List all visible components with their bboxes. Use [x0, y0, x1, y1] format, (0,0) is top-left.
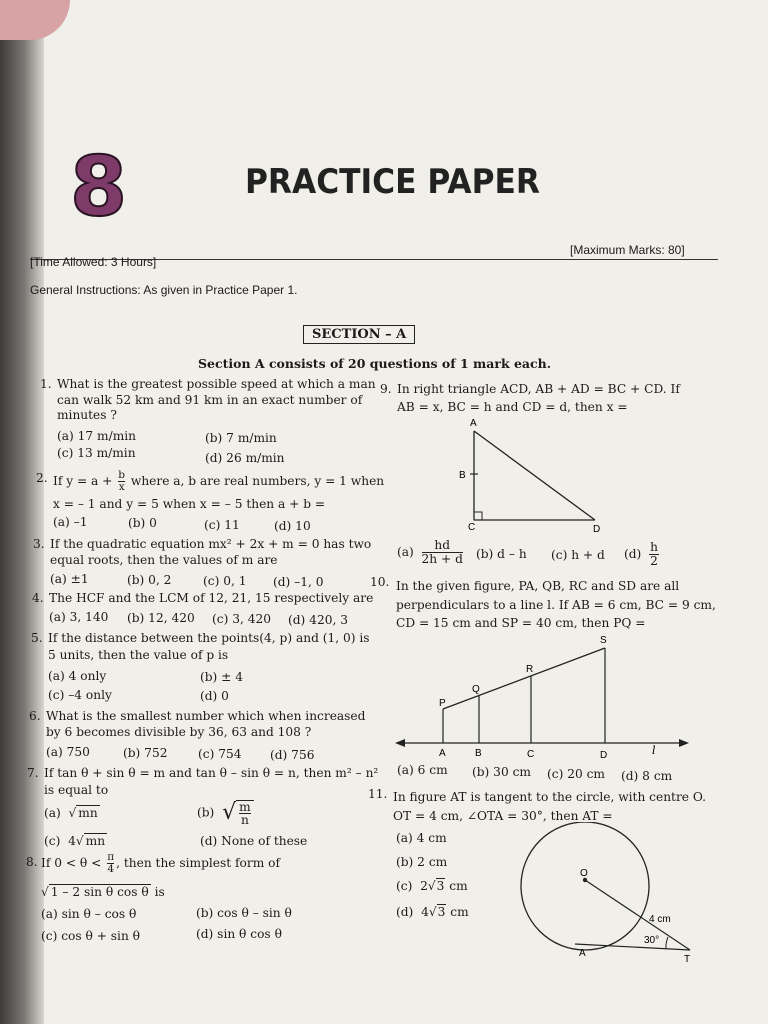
- q9-option-c: (c) h + d: [551, 548, 605, 562]
- q3-number: 3.: [33, 537, 45, 551]
- q5-text-line2: 5 units, then the value of p is: [48, 648, 229, 662]
- q4-text-line1: The HCF and the LCM of 12, 21, 15 respectively are: [49, 591, 374, 605]
- q11-option-c: (c) 2√3 cm: [396, 879, 468, 893]
- time-allowed: [Time Allowed: 3 Hours]: [30, 255, 157, 269]
- q7-option-c-radicand: mn: [85, 834, 106, 848]
- q3-option-d: (d) –1, 0: [273, 575, 324, 589]
- q2-text-line1: [53, 470, 384, 493]
- q11-option-c-unit: cm: [449, 879, 468, 893]
- q1-text-line2: can walk 52 km and 91 km in an exact number of: [57, 393, 363, 407]
- q7-option-a-radicand: mn: [78, 806, 98, 820]
- q9-label-d: D: [593, 524, 601, 535]
- q4-option-c: (c) 3, 420: [212, 612, 271, 626]
- q9-line-ad: [474, 431, 595, 520]
- q6-text-line2: by 6 becomes divisible by 36, 63 and 108 ?: [46, 725, 312, 739]
- q11-text-line1: In figure AT is tangent to the circle, with centre O.: [393, 790, 707, 804]
- q8-number: 8.: [26, 855, 38, 869]
- q10-arrow-right: [679, 739, 689, 747]
- q11-text-line2: OT = 4 cm, ∠OTA = 30°, then AT =: [393, 809, 613, 823]
- q6-option-d: (d) 756: [270, 748, 315, 762]
- q1-option-b: (b) 7 m/min: [205, 431, 277, 445]
- q7-option-c: (c) 4√ mn: [44, 834, 106, 848]
- q3-text-line1: If the quadratic equation mx² + 2x + m = 0 has two: [50, 537, 372, 551]
- q7-option-a-label: (a): [44, 806, 61, 820]
- q2-number: 2.: [36, 471, 48, 485]
- q10-label-q: Q: [472, 684, 480, 695]
- q5-number: 5.: [31, 631, 43, 645]
- q8-option-b: (b) cos θ – sin θ: [196, 906, 292, 920]
- max-marks: [Maximum Marks: 80]: [570, 243, 685, 257]
- q10-label-b: B: [475, 748, 482, 759]
- q11-label-t: T: [684, 954, 691, 965]
- q1-option-c: (c) 13 m/min: [57, 446, 136, 460]
- q9-option-d: [624, 541, 659, 568]
- q9-option-d-denominator: 2: [650, 554, 658, 568]
- general-instructions: General Instructions: As given in Practice Paper 1.: [30, 283, 298, 297]
- q5-text-line1: If the distance between the points(4, p) and (1, 0) is: [48, 631, 370, 645]
- q4-option-b: (b) 12, 420: [127, 611, 195, 625]
- q11-circle: [521, 822, 649, 950]
- q11-option-b: (b) 2 cm: [396, 855, 448, 869]
- q4-option-d: (d) 420, 3: [288, 613, 348, 627]
- q8-radicand: 1 – 2 sin θ cos θ: [50, 885, 149, 899]
- q2-option-d: (d) 10: [274, 519, 311, 533]
- q8-option-c: (c) cos θ + sin θ: [41, 929, 141, 943]
- q8-text-part2: , then the simplest form of: [116, 856, 280, 870]
- q11-line-ot: [585, 880, 690, 950]
- q11-number: 11.: [368, 787, 388, 801]
- q10-text-line1: In the given figure, PA, QB, RC and SD are all: [396, 579, 680, 593]
- section-subtitle: Section A consists of 20 questions of 1 mark each.: [198, 356, 552, 371]
- q11-length-label: 4 cm: [649, 914, 671, 925]
- q10-text-line3: CD = 15 cm and SP = 40 cm, then PQ =: [396, 616, 646, 630]
- q8-text-line1: [41, 852, 280, 875]
- q9-option-b: (b) d – h: [476, 547, 527, 561]
- q6-number: 6.: [29, 709, 41, 723]
- q9-label-b: B: [459, 470, 466, 481]
- q7-text-line1: If tan θ + sin θ = m and tan θ – sin θ = n, then m² – n²: [44, 766, 379, 780]
- q11-option-a: (a) 4 cm: [396, 831, 447, 845]
- q8-option-a: (a) sin θ – cos θ: [41, 907, 137, 921]
- q9-option-a-denominator: 2h + d: [421, 552, 463, 566]
- q10-option-c: (c) 20 cm: [547, 767, 605, 781]
- q11-label-a: A: [579, 948, 586, 959]
- q11-option-d-unit: cm: [450, 905, 469, 919]
- q9-label-a: A: [470, 418, 477, 429]
- q8-frac-denominator: 4: [107, 863, 115, 875]
- q8-option-d: (d) sin θ cos θ: [196, 927, 282, 941]
- q7-option-b-numerator: m: [239, 800, 251, 814]
- q5-option-b: (b) ± 4: [200, 670, 244, 684]
- q9-label-c: C: [468, 522, 476, 533]
- q11-option-c-radicand: 3: [436, 879, 445, 893]
- q9-number: 9.: [380, 382, 392, 396]
- finger-at-corner: [0, 0, 70, 40]
- q7-option-b-denominator: n: [240, 813, 249, 827]
- q9-option-a-label: (a): [397, 545, 414, 559]
- q8-text-part1: If 0 < θ <: [41, 856, 106, 870]
- q2-frac-denominator: x: [118, 481, 125, 493]
- page-title: PRACTICE PAPER: [245, 162, 541, 202]
- q11-option-d-radicand: 3: [437, 905, 446, 919]
- q1-option-d: (d) 26 m/min: [205, 451, 285, 465]
- q11-option-d-label: (d): [396, 905, 414, 919]
- q10-perpendiculars-figure: [395, 630, 695, 760]
- q3-option-a: (a) ±1: [50, 572, 89, 586]
- q10-arrow-left: [395, 739, 405, 747]
- q9-option-a-numerator: hd: [422, 539, 463, 553]
- q2-option-a: (a) –1: [53, 515, 88, 529]
- q10-label-s: S: [600, 635, 607, 646]
- q2-text-part1: If y = a +: [53, 474, 117, 488]
- q1-text-line1: What is the greatest possible speed at which a man: [57, 377, 376, 391]
- q8-frac-numerator: π: [107, 851, 115, 863]
- q2-text-line2: x = – 1 and y = 5 when x = – 5 then a + b =: [53, 497, 326, 511]
- q3-option-b: (b) 0, 2: [127, 573, 172, 587]
- chapter-number: 8: [70, 140, 126, 235]
- q11-option-c-coefficient: 2: [420, 879, 428, 893]
- q9-triangle-figure: [440, 415, 620, 540]
- q10-option-a: (a) 6 cm: [397, 763, 448, 777]
- q10-label-l: l: [652, 744, 656, 757]
- q10-line-ps: [443, 648, 605, 709]
- q11-circle-tangent-figure: [500, 822, 710, 967]
- q2-option-b: (b) 0: [128, 516, 157, 530]
- q10-label-c: C: [527, 749, 535, 760]
- q6-option-c: (c) 754: [198, 747, 242, 761]
- q4-option-a: (a) 3, 140: [49, 610, 109, 624]
- q9-option-d-label: (d): [624, 547, 642, 561]
- q10-option-d: (d) 8 cm: [621, 769, 673, 783]
- q5-option-a: (a) 4 only: [48, 669, 107, 683]
- q11-angle-label: 30°: [644, 935, 660, 946]
- q9-option-d-numerator: h: [650, 540, 658, 554]
- q10-label-d: D: [600, 750, 608, 760]
- q11-label-o: O: [580, 868, 588, 879]
- q9-text-line1: In right triangle ACD, AB + AD = BC + CD. If: [397, 382, 680, 396]
- q7-option-b: (b) √ $\frac{m}{n}$: [197, 800, 254, 826]
- q11-option-d: (d) 4√3 cm: [396, 905, 469, 919]
- q1-number: 1.: [40, 377, 52, 391]
- q6-option-a: (a) 750: [46, 745, 90, 759]
- q4-number: 4.: [32, 591, 44, 605]
- q5-option-c: (c) –4 only: [48, 688, 112, 702]
- q10-number: 10.: [370, 575, 390, 589]
- q10-option-b: (b) 30 cm: [472, 765, 531, 779]
- q10-label-p: P: [439, 698, 446, 709]
- q7-option-c-label: (c): [44, 834, 61, 848]
- q9-right-angle-mark: [474, 512, 482, 520]
- q6-option-b: (b) 752: [123, 746, 168, 760]
- q11-angle-arc: [666, 937, 668, 949]
- q10-label-r: R: [526, 664, 534, 675]
- q1-option-a: (a) 17 m/min: [57, 429, 136, 443]
- q7-number: 7.: [27, 766, 39, 780]
- book-spine-shadow: [0, 0, 44, 1024]
- section-label: SECTION – A: [303, 325, 415, 344]
- q6-text-line1: What is the smallest number which when increased: [46, 709, 366, 723]
- q1-text-line3: minutes ?: [57, 408, 117, 422]
- q10-label-a: A: [439, 748, 446, 759]
- q11-option-d-coefficient: 4: [421, 905, 429, 919]
- q9-text-line2: AB = x, BC = h and CD = d, then x =: [397, 400, 628, 414]
- q5-option-d: (d) 0: [200, 689, 229, 703]
- q7-option-c-coefficient: 4: [68, 834, 76, 848]
- q10-text-line2: perpendiculars to a line l. If AB = 6 cm, BC = 9 cm,: [396, 598, 716, 612]
- q11-option-c-label: (c): [396, 879, 413, 893]
- q7-option-a: (a) √ mn: [44, 806, 98, 820]
- q9-option-a: [397, 539, 463, 566]
- q2-option-c: (c) 11: [204, 518, 240, 532]
- q7-option-d: (d) None of these: [200, 834, 308, 848]
- q8-text-line2: √ 1 – 2 sin θ cos θ is: [41, 885, 165, 899]
- q3-text-line2: equal roots, then the values of m are: [50, 553, 278, 567]
- q2-frac-numerator: b: [118, 469, 126, 481]
- q2-text-part2: where a, b are real numbers, y = 1 when: [127, 474, 385, 488]
- q7-option-b-label: (b): [197, 805, 215, 820]
- q8-text-is: is: [150, 885, 165, 899]
- q7-text-line2: is equal to: [44, 783, 109, 797]
- q3-option-c: (c) 0, 1: [203, 574, 247, 588]
